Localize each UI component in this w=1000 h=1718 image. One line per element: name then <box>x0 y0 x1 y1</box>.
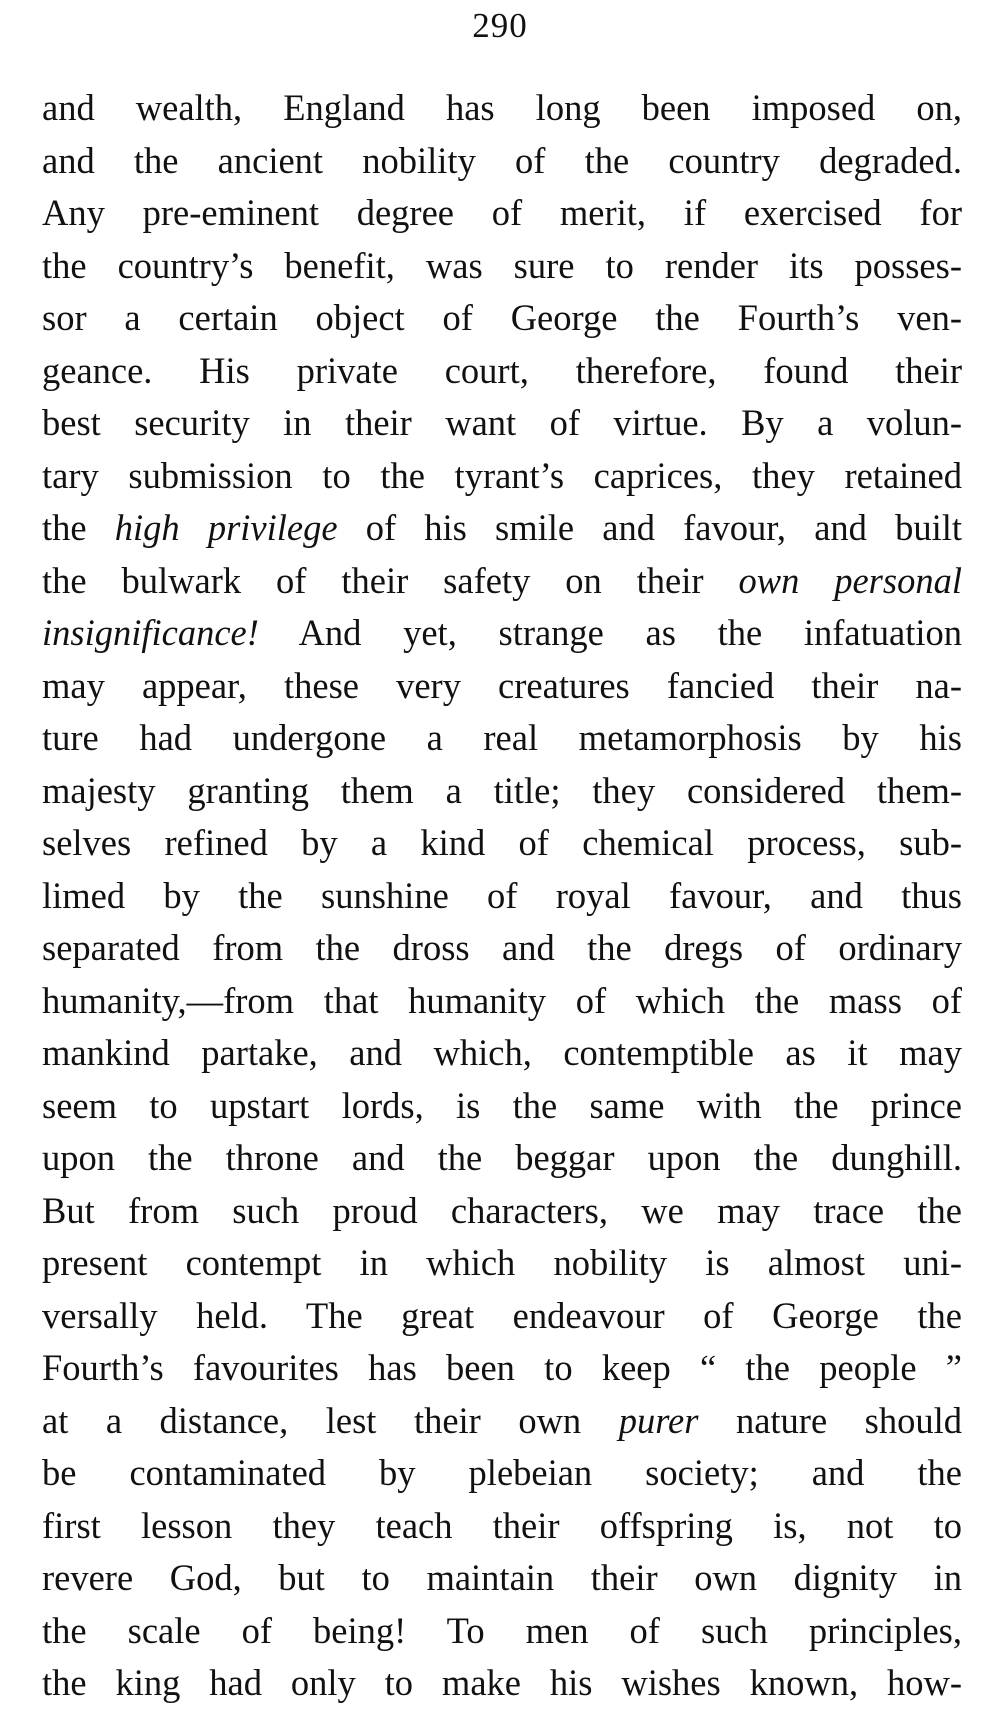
text-line <box>42 1290 962 1343</box>
text-segment: first lesson they teach their offspring is, not to <box>42 1504 962 1546</box>
text-segment: separated from the dross and the dregs of ordinary <box>42 927 962 968</box>
text-line <box>42 817 962 870</box>
text-segment: the <box>42 507 115 548</box>
text-line <box>42 607 962 660</box>
text-segment: selves refined by a kind of chemical process, sub- <box>42 822 962 863</box>
text-segment: Any pre-eminent degree of merit, if exercised for <box>42 192 962 233</box>
text-segment: present contempt in which nobility is almost uni- <box>42 1242 962 1283</box>
text-line <box>42 82 962 135</box>
text-line <box>42 1657 962 1710</box>
italic-text: own personal <box>738 559 962 601</box>
italic-text: purer <box>618 1399 699 1441</box>
text-segment: the scale of being! To men of such principles, <box>42 1609 962 1651</box>
text-line <box>42 1500 962 1553</box>
text-segment: Fourth’s favourites has been to keep “ the people ” <box>42 1347 962 1388</box>
text-segment: of his smile and favour, and built <box>337 507 962 548</box>
text-segment: and wealth, England has long been imposed on, <box>42 87 962 128</box>
text-segment: tary submission to the tyrant’s caprices, they retained <box>42 454 962 496</box>
text-line <box>42 555 962 608</box>
text-segment: revere God, but to maintain their own dignity in <box>42 1557 962 1598</box>
text-line <box>42 660 962 713</box>
text-line <box>42 870 962 923</box>
text-segment: geance. His private court, therefore, found their <box>42 349 962 391</box>
text-segment: majesty granting them a title; they considered them- <box>42 769 962 811</box>
body-text <box>42 82 962 1710</box>
text-line <box>42 1447 962 1500</box>
page-number: 290 <box>472 6 528 45</box>
text-line <box>42 975 962 1028</box>
text-segment: seem to upstart lords, is the same with the prince <box>42 1084 962 1126</box>
text-segment: limed by the sunshine of royal favour, and thus <box>42 874 962 916</box>
text-line <box>42 187 962 240</box>
text-segment: at a distance, lest their own <box>42 1399 619 1441</box>
text-line <box>42 292 962 345</box>
text-line <box>42 1185 962 1238</box>
text-segment: upon the throne and the beggar upon the dunghill. <box>42 1137 962 1178</box>
text-segment: be contaminated by plebeian society; and the <box>42 1452 962 1493</box>
text-line <box>42 1027 962 1080</box>
text-line <box>42 1237 962 1290</box>
text-segment: may appear, these very creatures fancied their na- <box>42 664 962 706</box>
text-line <box>42 922 962 975</box>
text-segment: sor a certain object of George the Fourth’s ven- <box>42 297 962 338</box>
text-segment: ture had undergone a real metamorphosis by his <box>42 717 962 758</box>
text-line <box>42 135 962 188</box>
text-line <box>42 397 962 450</box>
text-segment: best security in their want of virtue. By a volun- <box>42 402 962 443</box>
text-line <box>42 1552 962 1605</box>
text-segment: versally held. The great endeavour of George the <box>42 1294 962 1336</box>
text-segment: But from such proud characters, we may trace the <box>42 1189 962 1231</box>
text-line <box>42 712 962 765</box>
text-line <box>42 1080 962 1133</box>
text-segment: and the ancient nobility of the country degraded. <box>42 139 962 181</box>
italic-text: high privilege <box>114 507 338 548</box>
text-line <box>42 1395 962 1448</box>
text-line <box>42 502 962 555</box>
text-segment: And yet, strange as the infatuation <box>258 612 962 653</box>
text-line <box>42 345 962 398</box>
text-segment: the country’s benefit, was sure to render its posses- <box>42 244 962 286</box>
text-segment: the bulwark of their safety on their <box>42 559 739 601</box>
text-line <box>42 765 962 818</box>
text-line <box>42 450 962 503</box>
text-segment: humanity,—from that humanity of which the mass of <box>42 979 962 1021</box>
italic-text: insignificance! <box>42 612 259 653</box>
text-line <box>42 1605 962 1658</box>
text-segment: the king had only to make his wishes known, how- <box>42 1662 962 1703</box>
text-segment: nature should <box>698 1399 962 1441</box>
text-line <box>42 1132 962 1185</box>
text-line <box>42 240 962 293</box>
text-line <box>42 1342 962 1395</box>
text-segment: mankind partake, and which, contemptible as it may <box>42 1032 962 1073</box>
